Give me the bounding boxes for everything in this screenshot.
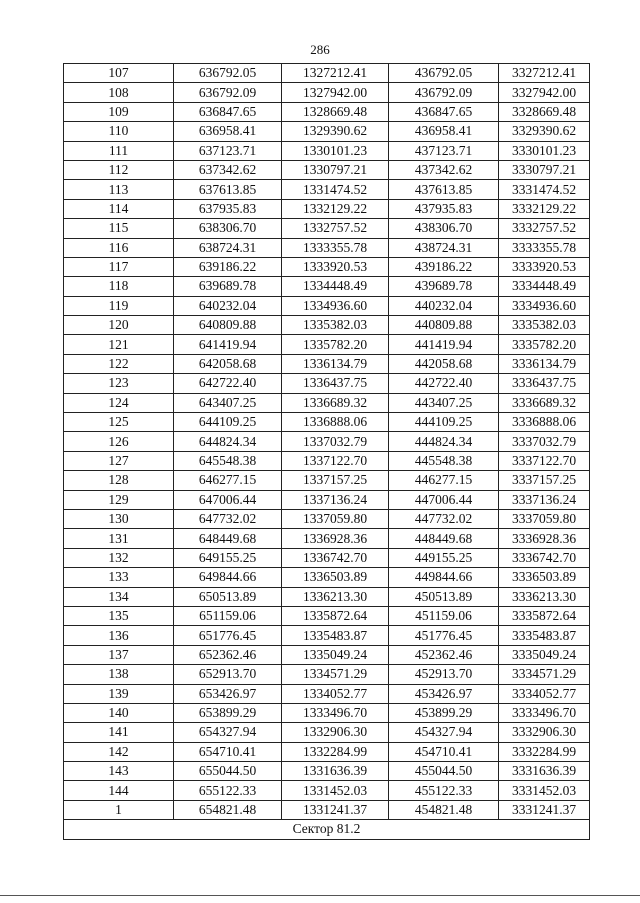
y-alt-cell: 3327212.41 — [499, 64, 590, 83]
x-alt-cell: 455122.33 — [389, 781, 499, 800]
y-alt-cell: 3332129.22 — [499, 199, 590, 218]
x-alt-cell: 447006.44 — [389, 490, 499, 509]
point-number-cell: 137 — [64, 645, 174, 664]
x-alt-cell: 442058.68 — [389, 354, 499, 373]
table-row — [64, 219, 590, 238]
x-msk-cell: 654821.48 — [174, 800, 282, 819]
y-msk-cell: 1335782.20 — [282, 335, 389, 354]
table-row — [64, 451, 590, 470]
point-number-cell: 139 — [64, 684, 174, 703]
y-msk-cell: 1337157.25 — [282, 471, 389, 490]
x-alt-cell: 436958.41 — [389, 122, 499, 141]
y-msk-cell: 1335872.64 — [282, 606, 389, 625]
x-msk-cell: 639689.78 — [174, 277, 282, 296]
y-msk-cell: 1337136.24 — [282, 490, 389, 509]
sector-row — [64, 820, 590, 839]
y-alt-cell: 3337032.79 — [499, 432, 590, 451]
x-alt-cell: 437123.71 — [389, 141, 499, 160]
point-number-cell: 118 — [64, 277, 174, 296]
x-msk-cell: 651776.45 — [174, 626, 282, 645]
y-msk-cell: 1330101.23 — [282, 141, 389, 160]
y-alt-cell: 3332757.52 — [499, 219, 590, 238]
x-msk-cell: 645548.38 — [174, 451, 282, 470]
table-row — [64, 141, 590, 160]
x-msk-cell: 652362.46 — [174, 645, 282, 664]
x-alt-cell: 448449.68 — [389, 529, 499, 548]
x-alt-cell: 438306.70 — [389, 219, 499, 238]
y-alt-cell: 3333920.53 — [499, 257, 590, 276]
table-row — [64, 568, 590, 587]
x-alt-cell: 437613.85 — [389, 180, 499, 199]
table-row — [64, 665, 590, 684]
table-row — [64, 626, 590, 645]
point-number-cell: 112 — [64, 160, 174, 179]
x-msk-cell: 654327.94 — [174, 723, 282, 742]
y-msk-cell: 1334052.77 — [282, 684, 389, 703]
x-msk-cell: 637935.83 — [174, 199, 282, 218]
y-msk-cell: 1337122.70 — [282, 451, 389, 470]
table-row — [64, 723, 590, 742]
table-row — [64, 742, 590, 761]
point-number-cell: 136 — [64, 626, 174, 645]
y-msk-cell: 1336134.79 — [282, 354, 389, 373]
point-number-cell: 116 — [64, 238, 174, 257]
x-msk-cell: 636792.09 — [174, 83, 282, 102]
x-alt-cell: 451776.45 — [389, 626, 499, 645]
x-alt-cell: 454327.94 — [389, 723, 499, 742]
y-alt-cell: 3336742.70 — [499, 548, 590, 567]
x-msk-cell: 642058.68 — [174, 354, 282, 373]
y-alt-cell: 3335049.24 — [499, 645, 590, 664]
x-msk-cell: 638724.31 — [174, 238, 282, 257]
table-row — [64, 762, 590, 781]
y-msk-cell: 1336928.36 — [282, 529, 389, 548]
point-number-cell: 132 — [64, 548, 174, 567]
y-msk-cell: 1336437.75 — [282, 374, 389, 393]
x-alt-cell: 452913.70 — [389, 665, 499, 684]
table-row — [64, 432, 590, 451]
y-alt-cell: 3332906.30 — [499, 723, 590, 742]
y-msk-cell: 1334448.49 — [282, 277, 389, 296]
table-row — [64, 800, 590, 819]
x-msk-cell: 644109.25 — [174, 413, 282, 432]
x-msk-cell: 643407.25 — [174, 393, 282, 412]
table-row — [64, 587, 590, 606]
x-msk-cell: 647006.44 — [174, 490, 282, 509]
y-alt-cell: 3328669.48 — [499, 102, 590, 121]
y-msk-cell: 1332757.52 — [282, 219, 389, 238]
y-msk-cell: 1332906.30 — [282, 723, 389, 742]
x-alt-cell: 438724.31 — [389, 238, 499, 257]
point-number-cell: 142 — [64, 742, 174, 761]
x-msk-cell: 637123.71 — [174, 141, 282, 160]
point-number-cell: 127 — [64, 451, 174, 470]
x-msk-cell: 637342.62 — [174, 160, 282, 179]
coordinates-table — [63, 63, 590, 840]
y-alt-cell: 3327942.00 — [499, 83, 590, 102]
x-alt-cell: 441419.94 — [389, 335, 499, 354]
y-alt-cell: 3337157.25 — [499, 471, 590, 490]
point-number-cell: 120 — [64, 316, 174, 335]
x-alt-cell: 437935.83 — [389, 199, 499, 218]
point-number-cell: 133 — [64, 568, 174, 587]
x-alt-cell: 451159.06 — [389, 606, 499, 625]
table-row — [64, 471, 590, 490]
point-number-cell: 115 — [64, 219, 174, 238]
point-number-cell: 1 — [64, 800, 174, 819]
y-msk-cell: 1336888.06 — [282, 413, 389, 432]
table-row — [64, 160, 590, 179]
x-msk-cell: 642722.40 — [174, 374, 282, 393]
x-alt-cell: 454710.41 — [389, 742, 499, 761]
y-alt-cell: 3336134.79 — [499, 354, 590, 373]
page-bottom-edge — [0, 895, 640, 896]
x-msk-cell: 654710.41 — [174, 742, 282, 761]
point-number-cell: 109 — [64, 102, 174, 121]
y-msk-cell: 1335382.03 — [282, 316, 389, 335]
y-alt-cell: 3333355.78 — [499, 238, 590, 257]
table-row — [64, 296, 590, 315]
y-msk-cell: 1336503.89 — [282, 568, 389, 587]
table-row — [64, 199, 590, 218]
y-alt-cell: 3331241.37 — [499, 800, 590, 819]
table-row — [64, 102, 590, 121]
table-row — [64, 606, 590, 625]
x-alt-cell: 454821.48 — [389, 800, 499, 819]
x-alt-cell: 440232.04 — [389, 296, 499, 315]
y-msk-cell: 1331241.37 — [282, 800, 389, 819]
page-number: 286 — [310, 42, 330, 57]
x-msk-cell: 651159.06 — [174, 606, 282, 625]
table-row — [64, 64, 590, 83]
point-number-cell: 123 — [64, 374, 174, 393]
y-msk-cell: 1327212.41 — [282, 64, 389, 83]
y-alt-cell: 3333496.70 — [499, 703, 590, 722]
y-msk-cell: 1332129.22 — [282, 199, 389, 218]
y-msk-cell: 1333355.78 — [282, 238, 389, 257]
point-number-cell: 131 — [64, 529, 174, 548]
x-alt-cell: 436847.65 — [389, 102, 499, 121]
point-number-cell: 121 — [64, 335, 174, 354]
y-msk-cell: 1333496.70 — [282, 703, 389, 722]
y-msk-cell: 1335049.24 — [282, 645, 389, 664]
y-msk-cell: 1337059.80 — [282, 509, 389, 528]
table-row — [64, 645, 590, 664]
y-alt-cell: 3330101.23 — [499, 141, 590, 160]
table-row — [64, 393, 590, 412]
point-number-cell: 108 — [64, 83, 174, 102]
y-alt-cell: 3334448.49 — [499, 277, 590, 296]
y-msk-cell: 1331452.03 — [282, 781, 389, 800]
y-msk-cell: 1329390.62 — [282, 122, 389, 141]
x-alt-cell: 447732.02 — [389, 509, 499, 528]
table-row — [64, 509, 590, 528]
table-row — [64, 277, 590, 296]
table-row — [64, 413, 590, 432]
x-alt-cell: 446277.15 — [389, 471, 499, 490]
x-msk-cell: 644824.34 — [174, 432, 282, 451]
y-msk-cell: 1336742.70 — [282, 548, 389, 567]
point-number-cell: 134 — [64, 587, 174, 606]
x-alt-cell: 436792.09 — [389, 83, 499, 102]
point-number-cell: 110 — [64, 122, 174, 141]
table-row — [64, 316, 590, 335]
point-number-cell: 129 — [64, 490, 174, 509]
y-alt-cell: 3337122.70 — [499, 451, 590, 470]
table-row — [64, 781, 590, 800]
y-alt-cell: 3335782.20 — [499, 335, 590, 354]
point-number-cell: 135 — [64, 606, 174, 625]
x-alt-cell: 444824.34 — [389, 432, 499, 451]
table-row — [64, 180, 590, 199]
x-msk-cell: 640809.88 — [174, 316, 282, 335]
y-alt-cell: 3331452.03 — [499, 781, 590, 800]
x-msk-cell: 649844.66 — [174, 568, 282, 587]
point-number-cell: 124 — [64, 393, 174, 412]
x-alt-cell: 445548.38 — [389, 451, 499, 470]
x-alt-cell: 439689.78 — [389, 277, 499, 296]
table-row — [64, 122, 590, 141]
point-number-cell: 107 — [64, 64, 174, 83]
y-alt-cell: 3337136.24 — [499, 490, 590, 509]
x-msk-cell: 639186.22 — [174, 257, 282, 276]
y-alt-cell: 3335872.64 — [499, 606, 590, 625]
x-msk-cell: 653426.97 — [174, 684, 282, 703]
point-number-cell: 125 — [64, 413, 174, 432]
x-alt-cell: 442722.40 — [389, 374, 499, 393]
y-msk-cell: 1328669.48 — [282, 102, 389, 121]
x-msk-cell: 647732.02 — [174, 509, 282, 528]
x-msk-cell: 636847.65 — [174, 102, 282, 121]
y-msk-cell: 1336689.32 — [282, 393, 389, 412]
table-row — [64, 354, 590, 373]
point-number-cell: 126 — [64, 432, 174, 451]
point-number-cell: 111 — [64, 141, 174, 160]
point-number-cell: 117 — [64, 257, 174, 276]
x-alt-cell: 443407.25 — [389, 393, 499, 412]
x-msk-cell: 655122.33 — [174, 781, 282, 800]
y-alt-cell: 3336213.30 — [499, 587, 590, 606]
table-row — [64, 83, 590, 102]
x-alt-cell: 439186.22 — [389, 257, 499, 276]
x-msk-cell: 655044.50 — [174, 762, 282, 781]
y-alt-cell: 3336689.32 — [499, 393, 590, 412]
point-number-cell: 114 — [64, 199, 174, 218]
x-alt-cell: 437342.62 — [389, 160, 499, 179]
y-alt-cell: 3336503.89 — [499, 568, 590, 587]
point-number-cell: 144 — [64, 781, 174, 800]
y-alt-cell: 3332284.99 — [499, 742, 590, 761]
x-alt-cell: 449844.66 — [389, 568, 499, 587]
y-alt-cell: 3336928.36 — [499, 529, 590, 548]
y-msk-cell: 1336213.30 — [282, 587, 389, 606]
x-msk-cell: 641419.94 — [174, 335, 282, 354]
y-alt-cell: 3337059.80 — [499, 509, 590, 528]
x-alt-cell: 450513.89 — [389, 587, 499, 606]
x-msk-cell: 646277.15 — [174, 471, 282, 490]
x-msk-cell: 648449.68 — [174, 529, 282, 548]
y-alt-cell: 3335382.03 — [499, 316, 590, 335]
y-msk-cell: 1334571.29 — [282, 665, 389, 684]
x-alt-cell: 436792.05 — [389, 64, 499, 83]
table-row — [64, 703, 590, 722]
x-alt-cell: 455044.50 — [389, 762, 499, 781]
y-msk-cell: 1337032.79 — [282, 432, 389, 451]
y-alt-cell: 3331474.52 — [499, 180, 590, 199]
point-number-cell: 140 — [64, 703, 174, 722]
point-number-cell: 141 — [64, 723, 174, 742]
y-msk-cell: 1332284.99 — [282, 742, 389, 761]
sector-label: Сектор 81.2 — [64, 820, 590, 839]
x-alt-cell: 440809.88 — [389, 316, 499, 335]
y-msk-cell: 1331636.39 — [282, 762, 389, 781]
y-alt-cell: 3336888.06 — [499, 413, 590, 432]
x-msk-cell: 640232.04 — [174, 296, 282, 315]
table-row — [64, 257, 590, 276]
y-alt-cell: 3329390.62 — [499, 122, 590, 141]
point-number-cell: 128 — [64, 471, 174, 490]
y-alt-cell: 3330797.21 — [499, 160, 590, 179]
x-alt-cell: 453899.29 — [389, 703, 499, 722]
point-number-cell: 138 — [64, 665, 174, 684]
x-msk-cell: 649155.25 — [174, 548, 282, 567]
x-msk-cell: 653899.29 — [174, 703, 282, 722]
point-number-cell: 143 — [64, 762, 174, 781]
table-row — [64, 490, 590, 509]
y-msk-cell: 1335483.87 — [282, 626, 389, 645]
table-row — [64, 238, 590, 257]
x-alt-cell: 449155.25 — [389, 548, 499, 567]
x-alt-cell: 452362.46 — [389, 645, 499, 664]
x-msk-cell: 636958.41 — [174, 122, 282, 141]
point-number-cell: 119 — [64, 296, 174, 315]
y-alt-cell: 3334936.60 — [499, 296, 590, 315]
table-row — [64, 529, 590, 548]
y-msk-cell: 1330797.21 — [282, 160, 389, 179]
x-msk-cell: 636792.05 — [174, 64, 282, 83]
x-alt-cell: 453426.97 — [389, 684, 499, 703]
y-msk-cell: 1334936.60 — [282, 296, 389, 315]
y-alt-cell: 3334571.29 — [499, 665, 590, 684]
table-row — [64, 684, 590, 703]
y-alt-cell: 3334052.77 — [499, 684, 590, 703]
x-msk-cell: 650513.89 — [174, 587, 282, 606]
table-row — [64, 374, 590, 393]
table-row — [64, 548, 590, 567]
y-msk-cell: 1333920.53 — [282, 257, 389, 276]
y-msk-cell: 1327942.00 — [282, 83, 389, 102]
point-number-cell: 122 — [64, 354, 174, 373]
table-row — [64, 335, 590, 354]
x-alt-cell: 444109.25 — [389, 413, 499, 432]
point-number-cell: 113 — [64, 180, 174, 199]
y-msk-cell: 1331474.52 — [282, 180, 389, 199]
y-alt-cell: 3336437.75 — [499, 374, 590, 393]
x-msk-cell: 637613.85 — [174, 180, 282, 199]
coordinates-table-body — [64, 64, 590, 840]
y-alt-cell: 3331636.39 — [499, 762, 590, 781]
x-msk-cell: 638306.70 — [174, 219, 282, 238]
point-number-cell: 130 — [64, 509, 174, 528]
y-alt-cell: 3335483.87 — [499, 626, 590, 645]
x-msk-cell: 652913.70 — [174, 665, 282, 684]
